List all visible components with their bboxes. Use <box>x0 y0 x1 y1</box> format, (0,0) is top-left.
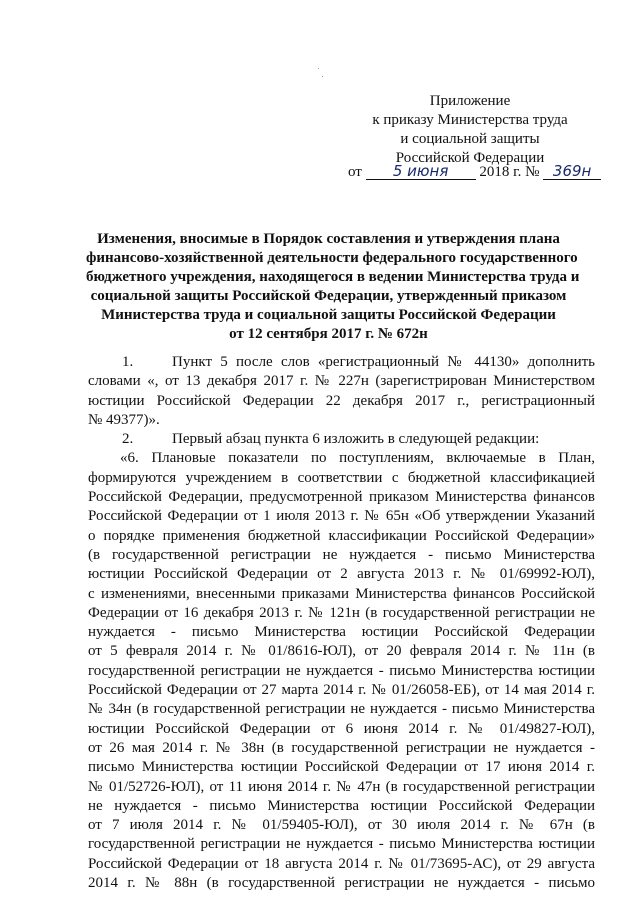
title-line: финансово-хозяйственной деятельности федерального государственного <box>86 250 578 266</box>
quote-line: формируются учреждением в соответствии с бюджетной классификацией <box>88 469 595 486</box>
scan-speck <box>322 76 323 77</box>
quote-line: государственной регистрации не нуждается - письмо Министерства юстиции <box>88 836 595 853</box>
appendix-line: Российской Федерации <box>395 150 545 166</box>
title-line: от 12 сентября 2017 г. № 672н <box>229 326 428 342</box>
quote-line: государственной регистрации не нуждается - письмо Министерства юстиции <box>88 662 595 679</box>
quote-line: Российской Федерации от 18 августа 2014 г. № 01/73695-АС), от 29 августа <box>88 855 595 872</box>
paragraph-2-first-line <box>88 430 595 449</box>
appendix-line: и социальной защиты <box>400 131 540 147</box>
document-title <box>86 230 580 344</box>
quote-line: от 26 мая 2014 г. № 38н (в государственной регистрации не нуждается - <box>88 739 595 756</box>
document-body <box>88 353 595 893</box>
quote-line: Российской Федерации, предусмотренной приказом Министерства финансов <box>88 489 595 506</box>
order-number-handwritten: 369н <box>552 162 592 180</box>
quote-line: о порядке применения бюджетной классификации Российской Федерации» <box>88 527 595 544</box>
title-line: Министерства труда и социальной защиты Российской Федерации <box>101 307 556 323</box>
quote-line: № 34н (в государственной регистрации не нуждается - письмо Министерства <box>88 701 595 718</box>
quote-line: с изменениями, внесенными приказами Министерства финансов Российской <box>88 585 595 602</box>
title-line: бюджетного учреждения, находящегося в ведении Министерства труда и <box>86 269 580 285</box>
paragraph-1-first-line <box>88 353 595 372</box>
paragraph-1-line: юстиции Российской Федерации 22 декабря 2017 г., регистрационный <box>88 392 595 409</box>
order-date-field <box>366 164 476 180</box>
order-number-field <box>543 164 601 180</box>
appendix-line: к приказу Министерства труда <box>372 112 568 128</box>
paragraph-text: Пункт 5 после слов «регистрационный № 44130» дополнить <box>172 354 595 370</box>
quote-line: Российской Федерации от 1 июля 2013 г. № 65н «Об утверждении Указаний <box>88 508 595 525</box>
paragraph-number: 2. <box>122 431 134 448</box>
appendix-header <box>330 92 610 168</box>
quote-first-line: «6. Плановые показатели по поступлениям, включаемые в План, <box>120 450 595 467</box>
order-year: 2018 г. № <box>479 164 540 180</box>
quote-line: Федерации от 16 декабря 2013 г. № 121н (в государственной регистрации не <box>88 604 595 621</box>
order-prefix: от <box>348 164 362 180</box>
paragraph-text: Первый абзац пункта 6 изложить в следующей редакции: <box>172 431 540 448</box>
quote-line: 2014 г. № 88н (в государственной регистрации не нуждается - письмо <box>88 875 595 892</box>
quote-line: № 01/52726-ЮЛ), от 11 июня 2014 г. № 47н (в государственной регистрации <box>88 778 595 795</box>
scan-speck <box>318 68 319 69</box>
title-line: Изменения, вносимые в Порядок составления и утверждения плана <box>97 231 560 247</box>
title-line: социальной защиты Российской Федерации, утвержденный приказом <box>90 288 567 304</box>
quote-line: от 7 июля 2014 г. № 01/59405-ЮЛ), от 30 июля 2014 г. № 67н (в <box>88 817 595 834</box>
paragraph-number: 1. <box>122 354 134 370</box>
quote-line: Российской Федерации от 27 марта 2014 г. № 01/26058-ЕБ), от 14 мая 2014 г. <box>88 682 595 699</box>
quote-line: нуждается - письмо Министерства юстиции Российской Федерации <box>88 624 595 641</box>
appendix-line: Приложение <box>429 93 511 109</box>
quote-line: юстиции Российской Федерации от 2 августа 2013 г. № 01/69992-ЮЛ), <box>88 566 595 583</box>
quote-line: (в государственной регистрации не нуждается - письмо Министерства <box>88 546 595 563</box>
quote-line: от 5 февраля 2014 г. № 01/8616-ЮЛ), от 20 февраля 2014 г. № 11н (в <box>88 643 595 660</box>
quote-line: юстиции Российской Федерации от 6 июня 2014 г. № 01/49827-ЮЛ), <box>88 720 595 737</box>
quote-line: письмо Министерства юстиции Российской Федерации от 17 июня 2014 г. <box>88 759 595 776</box>
order-reference <box>348 164 601 181</box>
order-date-handwritten: 5 июня <box>392 162 449 180</box>
paragraph-1-line: № 49377)». <box>88 411 160 428</box>
quote-line: не нуждается - письмо Министерства юстиции Российской Федерации <box>88 797 595 814</box>
paragraph-1-line: словами «, от 13 декабря 2017 г. № 227н (зарегистрирован Министерством <box>88 373 595 390</box>
